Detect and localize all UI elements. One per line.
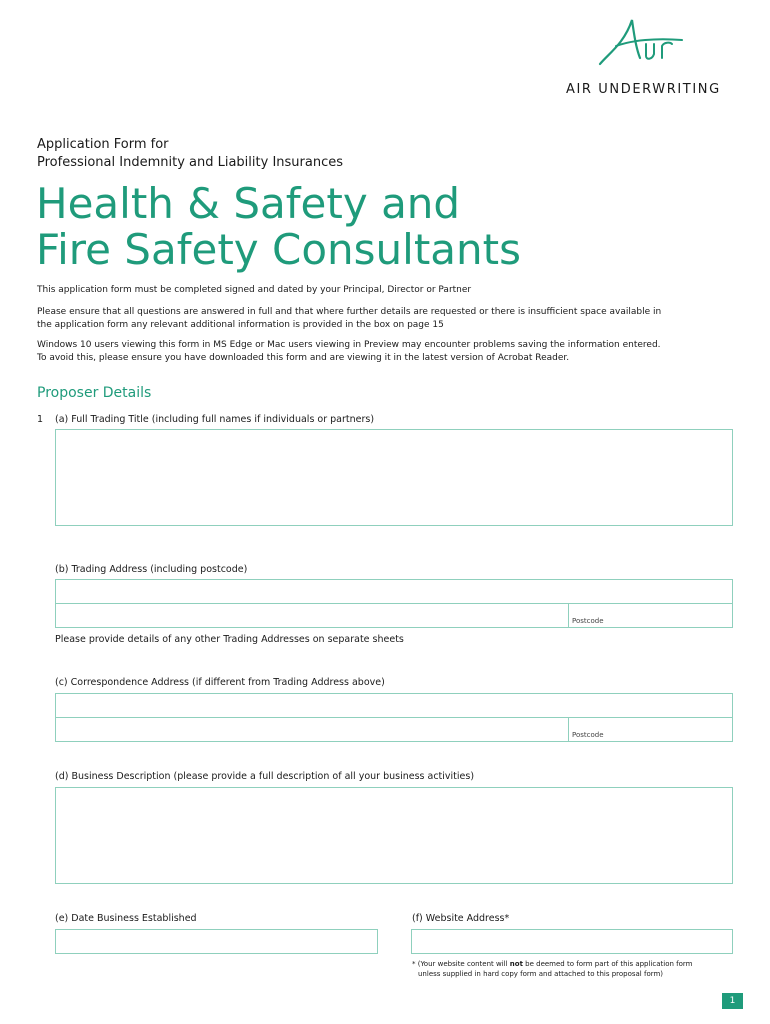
website-note [412, 959, 692, 979]
website-note-pre: * (Your website content will [412, 960, 510, 968]
field-e-label: (e) Date Business Established [55, 913, 197, 924]
correspondence-address-line2-field[interactable] [55, 717, 569, 742]
field-d-label: (d) Business Description (please provide a full description of all your business activities) [55, 771, 475, 782]
trading-postcode-label: Postcode [572, 617, 604, 625]
field-f-label: (f) Website Address* [412, 913, 510, 924]
website-note-line2: unless supplied in hard copy form and attached to this proposal form) [418, 970, 664, 978]
field-b-label: (b) Trading Address (including postcode) [55, 564, 248, 575]
page-number: 1 [729, 996, 736, 1006]
website-note-post: be deemed to form part of this application form [522, 960, 693, 968]
air-logo-icon [596, 14, 686, 70]
section-title: Proposer Details [37, 385, 152, 401]
field-a-label: (a) Full Trading Title (including full names if individuals or partners) [55, 414, 375, 425]
form-subtitle-line1: Application Form for [37, 137, 169, 152]
intro-para-3b: To avoid this, please ensure you have downloaded this form and are viewing it in the latest version of Acrobat Reader. [37, 353, 570, 363]
brand-logo [596, 14, 686, 70]
form-subtitle-line2: Professional Indemnity and Liability Insurances [37, 155, 343, 170]
trading-address-note: Please provide details of any other Trading Addresses on separate sheets [55, 634, 404, 645]
question-number: 1 [37, 414, 44, 425]
website-note-bold: not [509, 960, 523, 968]
correspondence-address-line1-field[interactable] [55, 693, 733, 718]
brand-name: AIR UNDERWRITING [566, 82, 721, 97]
intro-para-1: This application form must be completed signed and dated by your Principal, Director or Partner [37, 285, 472, 295]
correspondence-postcode-label: Postcode [572, 731, 604, 739]
business-description-field[interactable] [55, 787, 733, 884]
page-title-line1: Health & Safety and [36, 179, 461, 228]
full-trading-title-field[interactable] [55, 429, 733, 526]
field-c-label: (c) Correspondence Address (if different from Trading Address above) [55, 677, 385, 688]
trading-address-line2-field[interactable] [55, 603, 569, 628]
website-address-field[interactable] [411, 929, 733, 954]
intro-para-2b: the application form any relevant additional information is provided in the box on page 15 [37, 320, 444, 330]
intro-para-3a: Windows 10 users viewing this form in MS Edge or Mac users viewing in Preview may encounter problems saving the information entered. [37, 340, 661, 350]
trading-address-line1-field[interactable] [55, 579, 733, 604]
page-title-line2: Fire Safety Consultants [36, 225, 521, 274]
date-established-field[interactable] [55, 929, 378, 954]
page-number-badge [722, 993, 743, 1009]
intro-para-2a: Please ensure that all questions are answered in full and that where further details are requested or there is insufficient space available in [37, 307, 662, 317]
